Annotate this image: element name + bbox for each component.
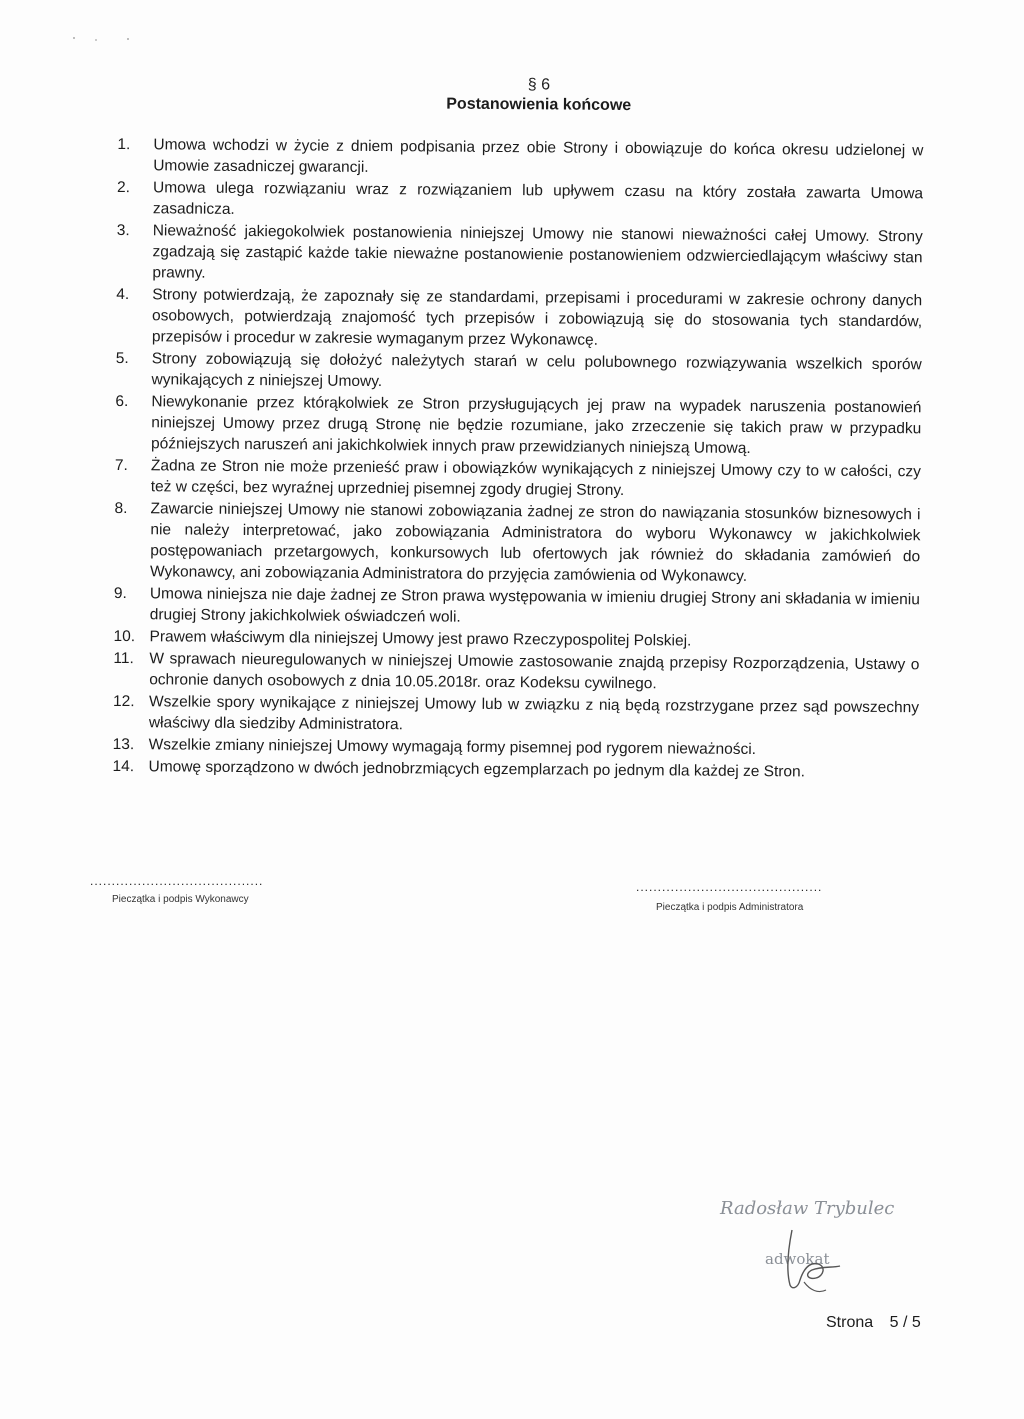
page-label: Strona	[826, 1314, 874, 1331]
clause-text: Żadna ze Stron nie może przenieść praw i obowiązków wynikających z niniejszej Umowy czy to w całości, czy też w części, bez wyraźnej uprzedniej pisemnej zgody drugiej Strony.	[150, 457, 921, 499]
clause-number: 1.	[117, 135, 131, 154]
clause-number: 14.	[112, 757, 135, 776]
advocate-stamp	[700, 1190, 920, 1310]
clause-number: 6.	[115, 392, 129, 411]
list-item	[114, 498, 921, 588]
clause-text: Umowa niniejsza nie daje żadnej ze Stron prawa występowania w imieniu drugiej Strony ani składania w imieniu drugiej Strony jakichkolwiek oświadczeń woli.	[149, 585, 920, 626]
clause-text: Wszelkie zmiany niniejszej Umowy wymagają formy pisemnej pod rygorem nieważności.	[148, 736, 757, 759]
list-item	[117, 134, 923, 182]
clause-number: 13.	[112, 735, 135, 754]
clause-text: Umowa ulega rozwiązaniu wraz z rozwiązaniem lub upływem czasu na który została zawarta Umowa zasadnicza.	[152, 179, 924, 218]
scan-specks	[70, 30, 150, 50]
clause-text: W sprawach nieuregulowanych w niniejszej Umowie zastosowanie znajdą przepisy Rozporządzenia, Ustawy o ochronie danych osobowych z dnia 10.05.2018r. oraz Kodeksu cywilnego.	[149, 650, 920, 693]
list-item	[115, 455, 921, 503]
signature-label-administrator: Pieczątka i podpis Administratora	[656, 902, 804, 913]
list-item	[116, 284, 922, 353]
clause-number: 12.	[112, 692, 135, 711]
page-number: 5 / 5	[889, 1314, 921, 1331]
page-indicator	[826, 1314, 921, 1332]
document-body	[112, 72, 924, 784]
clause-text: Strony potwierdzają, że zapoznały się ze standardami, przepisami i procedurami w zakresie ochrony danych osobowych, potwierdzają znajomość tych przepisów i zobowiązują się do stosowania tych standardów, przepisów i procedur w zakresie wymaganym przez Wykonawcę.	[151, 286, 923, 349]
section-title: Postanowienia końcowe	[446, 95, 632, 115]
clause-number: 8.	[114, 499, 128, 518]
list-item	[114, 583, 920, 631]
list-item	[116, 348, 922, 396]
clause-text: Wszelkie spory wynikające z niniejszej Umowy lub w związku z nią będą rozstrzygane przez sąd powszechny właściwy dla siedziby Administratora.	[148, 693, 920, 734]
list-item	[116, 220, 922, 289]
clause-text: Strony zobowiązują się dołożyć należytych starań w celu polubownego rozwiązywania wszelkich sporów wynikających z niniejszej Umowy.	[151, 350, 922, 391]
stamp-title: adwokat	[765, 1250, 830, 1268]
list-item	[113, 648, 919, 696]
clause-text: Niewykonanie przez którąkolwiek ze Stron przysługujących jej praw na wypadek naruszenia postanowień niniejszej Umowy przez drugą Stronę nie będzie rozumiane, jako zrzeczenie się takich praw w przypadku późniejszych naruszeń ani jakichkolwiek innych praw przewidzianych niniejszą Umową.	[151, 393, 922, 457]
clause-number: 5.	[115, 349, 129, 368]
clause-number: 4.	[116, 285, 130, 304]
clause-number: 10.	[113, 627, 136, 646]
clause-number: 3.	[116, 221, 130, 240]
signature-line-administrator: ...........................................	[636, 880, 823, 894]
list-item	[113, 691, 919, 739]
list-item	[115, 391, 921, 460]
clause-number: 11.	[113, 649, 134, 668]
signature-line-contractor: ........................................	[90, 874, 264, 888]
section-number: § 6	[527, 76, 551, 94]
clause-text: Umowę sporządzono w dwóch jednobrzmiących egzemplarzach po jednym dla każdej ze Stron.	[148, 758, 806, 781]
clause-text: Umowa wchodzi w życie z dniem podpisania przez obie Strony i obowiązuje do końca okresu udzielonej w Umowie zasadniczej gwarancji.	[153, 136, 924, 176]
clause-text: Prawem właściwym dla niniejszej Umowy jest prawo Rzeczypospolitej Polskiej.	[149, 628, 692, 650]
signature-label-contractor: Pieczątka i podpis Wykonawcy	[112, 894, 249, 905]
clause-number: 2.	[117, 178, 131, 197]
clause-text: Zawarcie niniejszej Umowy nie stanowi zobowiązania żadnej ze stron do nawiązania stosunków biznesowych i nie należy interpretować, jako zobowiązania Administratora do wyboru Wykonawcy w jakichkolwiek postępowaniach przetargowych, konkursowych lub ofertowych jak również do składania zamówień do Wykonawcy, ani zobowiązania Administratora do przyjęcia zamówienia od Wykonawcy.	[150, 500, 921, 585]
list-item	[117, 177, 923, 225]
clause-text: Nieważność jakiegokolwiek postanowienia niniejszej Umowy nie stanowi nieważności całej Umowy. Strony zgadzają się zastąpić każde takie nieważne postanowienie postanowieniem odzwierciedlającym właściwy stan prawny.	[152, 222, 923, 282]
clause-number: 9.	[113, 584, 127, 603]
clause-list	[112, 134, 923, 783]
handwritten-signature	[700, 1190, 920, 1310]
clause-number: 7.	[114, 456, 128, 475]
stamp-name: Radosław Trybulec	[720, 1198, 895, 1219]
